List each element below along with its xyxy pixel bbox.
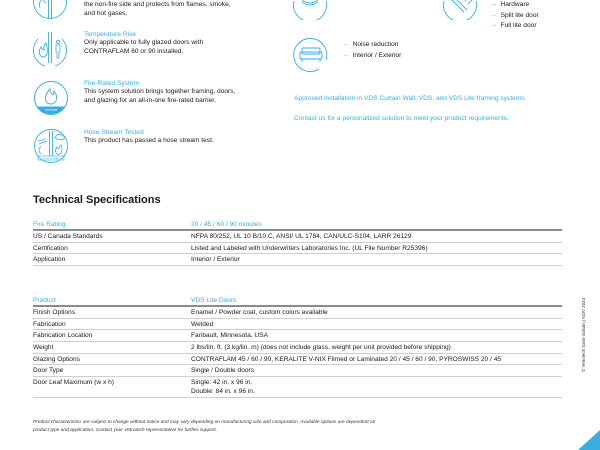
table-cell-value: NFPA 80/252, UL 10 B/10 C, ANSI/ UL 1784, CAN/ULC-S104, LARR 26129	[191, 230, 562, 242]
value-line: Double: 84 in. x 96 in.	[191, 388, 255, 396]
feature-text-line: CONTRAFLAM 60 or 90 installed.	[84, 47, 184, 55]
table-row	[33, 365, 562, 377]
table-row	[33, 242, 562, 254]
table-header-cell: VDS Lite Doors	[191, 295, 562, 306]
option-label: Full lite door	[500, 22, 537, 30]
arrow-right-icon: →	[490, 1, 497, 8]
arrow-right-icon: →	[490, 22, 497, 30]
feature-text-line: and glazing for an all-in-one fire-rated barrier.	[84, 96, 216, 104]
noise-reduction-icon	[293, 36, 329, 72]
feature-text-line: Only applicable to fully glazed doors with	[84, 39, 204, 46]
table-cell-label: US / Canada Standards	[33, 230, 191, 242]
table-header-cell: Fire Rating	[33, 219, 191, 230]
option-item	[490, 0, 539, 11]
feature-1-line-1: the non-fire side and protects from flames, smoke,	[84, 1, 231, 8]
product-table	[33, 295, 562, 398]
table-cell-label: Door Leaf Maximum (w x h)	[33, 377, 191, 397]
option-list-hardware	[490, 0, 539, 32]
feature-title: Temperature Rise	[84, 31, 137, 38]
table-cell-value: Listed and Labeled with Underwriters Laboratories Inc. (UL File Number R25396)	[191, 242, 562, 254]
footer-line: Product characteristics are subject to change without notice and may vary depending on manufacturing size and composition. Available options are dependent on	[33, 420, 376, 425]
section-title: Technical Specifications	[33, 194, 161, 206]
table-header-row	[33, 219, 562, 230]
footer-disclaimer	[33, 419, 375, 435]
feature-temperature-rise	[84, 31, 203, 56]
hose-stream-icon-label: HOSE STREAM	[43, 158, 59, 160]
fire-rating-table	[33, 219, 562, 266]
table-cell-value: Faribault, Minnesota, USA	[191, 330, 562, 342]
table-cell-label: Finish Options	[33, 306, 191, 318]
option-label: Interior / Exterior	[352, 51, 402, 59]
temperature-rise-icon	[32, 30, 68, 66]
hose-stream-icon	[33, 128, 69, 164]
contact-note: Contact us for a personalized solution to meet your product requirements.	[294, 115, 509, 122]
table-cell-label: Glazing Options	[33, 353, 191, 365]
table-cell-label: Weight	[33, 342, 191, 354]
feature-text-line: This product has passed a hose stream test.	[84, 137, 214, 144]
table-cell-value: CONTRAFLAM 45 / 60 / 90, KERALITE V-NIX Filmed or Laminated 20 / 45 / 60 / 90, PYROSWISS 20 / 45	[191, 353, 562, 365]
option-label: Split lite door	[500, 11, 539, 19]
option-item	[342, 51, 401, 62]
table-row	[33, 318, 562, 330]
feature-title: Fire-Rated System	[84, 80, 139, 87]
table-cell-value: Welded	[191, 318, 562, 330]
value-line: Single: 42 in. x 96 in.	[191, 379, 253, 387]
table-header-cell: Product	[33, 295, 191, 306]
option-label: Hardware	[500, 1, 530, 8]
feature-fire-rated-system	[84, 80, 235, 105]
installation-note: Approved installation in VDS Curtain Wall, VDS, and VDS Lite framing systems.	[294, 95, 527, 102]
option-item	[490, 11, 539, 22]
table-row	[33, 342, 562, 354]
table-cell-label: Fabrication Location	[33, 330, 191, 342]
table-row	[33, 330, 562, 342]
table-row	[33, 306, 562, 318]
option-label: Noise reduction	[352, 41, 399, 48]
arrow-right-icon: →	[490, 11, 497, 19]
feature-hose-stream	[84, 129, 214, 146]
table-row	[33, 353, 562, 365]
feature-1-text	[84, 1, 231, 18]
fire-rated-icon-label: SYSTEMS	[44, 109, 58, 112]
table-cell-label: Certification	[33, 242, 191, 254]
table-row	[33, 377, 562, 397]
table-header-cell: 20 / 45 / 60 / 90 minutes	[191, 219, 562, 230]
arrow-right-icon: →	[342, 51, 349, 59]
feature-text-line: This system solution brings together framing, doors,	[84, 88, 236, 95]
side-credit: © Vetrotech Saint-Gobain | NOV 2024	[581, 298, 586, 372]
table-row	[33, 254, 562, 266]
arrow-right-icon: →	[342, 41, 349, 48]
option-item	[490, 21, 539, 32]
fire-smoke-door-icon	[32, 0, 68, 20]
table-cell-label: Application	[33, 254, 191, 266]
table-cell-value	[191, 377, 562, 397]
table-cell-label: Fabrication	[33, 318, 191, 330]
cropped-feature-icon	[292, 0, 328, 20]
feature-title: Hose Stream Tested	[84, 129, 144, 136]
option-list-noise	[342, 40, 401, 61]
hardware-tools-icon	[442, 0, 478, 20]
table-row	[33, 230, 562, 242]
corner-accent-triangle	[578, 430, 600, 450]
table-header-row	[33, 295, 562, 306]
table-cell-value: Enamel / Powder coat, custom colors available	[191, 306, 562, 318]
feature-1-line-2: and hot gases.	[84, 9, 128, 17]
fire-rated-system-icon	[33, 80, 69, 116]
table-cell-label: Door Type	[33, 365, 191, 377]
option-item	[342, 40, 401, 51]
table-cell-value: 2 lbs/lin. ft. (3 kg/lin. m) (does not include glass, weight per unit provided before shipping)	[191, 342, 562, 354]
footer-line: product type and application. Contact your Vetrotech representative for further support.	[33, 428, 218, 433]
table-cell-value: Single / Double doors	[191, 365, 562, 377]
table-cell-value: Interior / Exterior	[191, 254, 562, 266]
